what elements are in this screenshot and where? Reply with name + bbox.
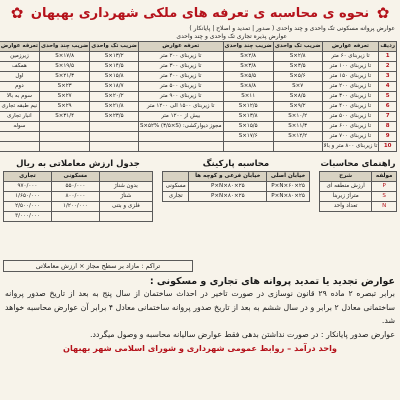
value-row — [4, 182, 153, 192]
guide-cell: N — [372, 202, 397, 212]
tariff-header-cell: تعرفه عوارض — [0, 42, 39, 52]
value-body — [4, 182, 153, 222]
tariff-cell: تا زیربنای ۷۰۰ متر — [322, 132, 379, 142]
tariff-cell — [90, 142, 139, 152]
tariff-cell: 7 — [379, 112, 397, 122]
tariff-cell: بیش از ۱۲۰۰ متر — [138, 112, 223, 122]
tariff-header-cell: ضریب تک واحدی — [273, 42, 322, 52]
parking-body — [163, 182, 310, 202]
tariff-cell: ۳/۵×S — [273, 62, 322, 72]
density-formula: تراکم : مازاد بر سطح مجاز × ارزش معاملاتی — [3, 260, 193, 272]
tariff-row — [0, 92, 397, 102]
tariff-cell: تا زیربنای ۸۰۰ متر و بالا — [322, 142, 379, 152]
tariff-cell: S×۱۰/۲ — [273, 112, 322, 122]
tariff-cell: 1 — [379, 52, 397, 62]
value-cell: ۵۵۰/۰۰۰ — [51, 182, 99, 192]
value-cell: بدون شناژ — [99, 182, 152, 192]
value-cell: فلزی و بتنی — [99, 202, 152, 212]
tariff-cell — [39, 132, 89, 142]
tariff-row — [0, 112, 397, 122]
tariff-cell: ۱۴/۵×S — [90, 62, 139, 72]
parking-cell: ۲۵×۸۰×P×N — [189, 182, 267, 192]
tariff-cell: تا زیربنای ۹۰۰ متر — [138, 92, 223, 102]
subtitle-residential: عوارض پروانه مسکونی تک واحدی و چند واحدی ( صدور | تمدید و اصلاح | پایانکار ) — [189, 25, 395, 32]
tariff-table-body — [0, 52, 397, 152]
tariff-cell: ۵/۶×S — [273, 72, 322, 82]
value-cell: ۹۷۰/۰۰۰ — [4, 182, 52, 192]
value-row — [4, 212, 153, 222]
tariff-cell: تا زیربنای ۱۵۰۰ الی ۱۲۰۰ متر — [138, 102, 223, 112]
subtitle-commercial: عوارض پذیره تجاری تک واحدی و چند واحدی — [176, 33, 287, 40]
renewal-title: عوارض تجدید یا تمدید پروانه های تجاری و مسکونی : — [149, 276, 395, 287]
lower-section — [3, 158, 397, 258]
parking-header-cell: خیابان اصلی — [267, 172, 310, 182]
tariff-cell: 4 — [379, 82, 397, 92]
tariff-cell: S×۱۲/۵ — [223, 102, 273, 112]
value-header — [4, 172, 153, 182]
guide-table — [319, 171, 397, 212]
value-cell: ۱/۲۰۰/۰۰۰ — [51, 202, 99, 212]
guide-box — [319, 158, 397, 258]
tariff-cell: S×۱۷/۶ — [223, 132, 273, 142]
parking-cell: مسکونی — [163, 182, 189, 192]
tariff-cell — [273, 142, 322, 152]
tariff-cell — [0, 132, 39, 142]
guide-header-cell: مولفه — [372, 172, 397, 182]
tariff-cell: تا زیربنای ۳۰۰ متر — [322, 92, 379, 102]
header — [3, 2, 397, 24]
page-title: نحوه ی محاسبه ی تعرفه های ملکی شهرداری بهبهان — [30, 5, 370, 21]
tariff-cell — [223, 142, 273, 152]
parking-box — [162, 158, 310, 258]
flower-ornament-icon: ✿ — [10, 4, 24, 22]
tariff-cell — [90, 132, 139, 142]
guide-header — [320, 172, 397, 182]
tariff-header-cell: تعرفه عوارض — [138, 42, 223, 52]
tariff-cell: تا زیربنای ۲۰۰ متر — [138, 52, 223, 62]
tariff-cell: تا زیربنای ۵۰۰ متر — [138, 82, 223, 92]
guide-cell: P — [372, 182, 397, 192]
tariff-cell: S×۳۱/۴ — [39, 112, 89, 122]
value-cell: ۳/۰۰۰/۰۰۰ — [4, 212, 52, 222]
tariff-cell: تا زیربنای ۴۰۰ متر — [138, 72, 223, 82]
tariff-cell: S×۲۹ — [39, 102, 89, 112]
tariff-cell: تا زیربنای ۳۰۰ متر — [138, 62, 223, 72]
tariff-cell: 2 — [379, 62, 397, 72]
tariff-cell: ۲۱/۸×S — [90, 102, 139, 112]
value-row — [4, 192, 153, 202]
parking-cell: ۲۵×۸۰×P×N — [189, 192, 267, 202]
tariff-cell: ۲۳/۵×S — [90, 112, 139, 122]
tariff-row — [0, 142, 397, 152]
tariff-cell: ۲/۸×S — [273, 52, 322, 62]
tariff-header-cell: ضریب تک واحدی — [90, 42, 139, 52]
tariff-cell: تا زیربنای ۱۰۰ متر — [322, 62, 379, 72]
parking-table — [162, 171, 310, 202]
tariff-cell: S×۷ — [273, 82, 322, 92]
tariff-row — [0, 82, 397, 92]
tariff-cell: تا زیربنای ۶۰۰ متر — [322, 122, 379, 132]
tariff-row — [0, 52, 397, 62]
parking-title: محاسبه پارکینگ — [202, 159, 270, 169]
tariff-cell: S×۹/۲ — [273, 102, 322, 112]
flower-ornament-icon: ✿ — [376, 4, 390, 22]
tariff-header-cell: ضریب چند واحدی — [39, 42, 89, 52]
tariff-cell: زیرزمین — [0, 52, 39, 62]
value-cell: ۱/۶۵۰/۰۰۰ — [4, 192, 52, 202]
tariff-cell: 8 — [379, 122, 397, 132]
tariff-cell — [138, 132, 223, 142]
tariff-cell: S×۳/۸ — [223, 62, 273, 72]
guide-cell: تعداد واحد — [320, 202, 372, 212]
tariff-cell: S×۸/۸ — [223, 82, 273, 92]
guide-body — [320, 182, 397, 212]
tariff-cell: اول — [0, 72, 39, 82]
tariff-cell — [0, 142, 39, 152]
tariff-cell: ۲/۸×S — [223, 52, 273, 62]
tariff-cell — [39, 142, 89, 152]
tariff-cell: S×۵/۵ — [223, 72, 273, 82]
guide-cell: ارزش منطقه ای — [320, 182, 372, 192]
tariff-cell: S×۸/۵ — [273, 92, 322, 102]
value-title: جدول ارزش معاملاتی به ریال — [16, 159, 140, 169]
value-cell — [51, 212, 99, 222]
guide-header-cell: شرح — [320, 172, 372, 182]
tariff-header-cell: تعرفه عوارض — [322, 42, 379, 52]
tariff-cell: تا زیربنای ۶۰ متر — [322, 52, 379, 62]
tariff-cell: همکف — [0, 62, 39, 72]
tariff-header-cell: ردیف — [379, 42, 397, 52]
parking-row — [163, 192, 310, 202]
tariff-row — [0, 102, 397, 112]
value-row — [4, 202, 153, 212]
value-header-cell: تجاری — [4, 172, 52, 182]
value-cell: ۸۰۰/۰۰۰ — [51, 192, 99, 202]
value-header-cell — [99, 172, 152, 182]
tariff-table-header — [0, 42, 397, 52]
tariff-cell: ۱۵/۸×S — [90, 72, 139, 82]
tariff-cell: 6 — [379, 102, 397, 112]
parking-header — [163, 172, 310, 182]
tariff-cell: سوله — [0, 122, 39, 132]
value-cell: شناژ — [99, 192, 152, 202]
tariff-cell: ۱۳/۲×S — [90, 52, 139, 62]
tariff-cell: تا زیربنای ۱۵۰ متر — [322, 72, 379, 82]
tariff-cell: انبار تجاری — [0, 112, 39, 122]
guide-cell: S — [372, 192, 397, 202]
tariff-cell: S×۲۱/۳ — [39, 72, 89, 82]
tariff-row — [0, 122, 397, 132]
tariff-cell: S×۱۵/۵ — [223, 122, 273, 132]
tariff-cell: مجوز دیوارکشی: S×۵۲% (۳/۵×S) — [138, 122, 223, 132]
tariff-table — [0, 41, 397, 152]
value-box — [3, 158, 153, 258]
tariff-cell: ۱۸/۷×S — [90, 82, 139, 92]
parking-cell: ۲۵×۸۰×P×N — [267, 192, 310, 202]
tariff-cell: تا زیربنای ۲۰۰ متر — [322, 82, 379, 92]
tariff-cell: S×۱۳/۸ — [223, 112, 273, 122]
tariff-cell: S×۱۹/۵ — [39, 62, 89, 72]
parking-header-cell: خیابان فرعی و کوچه ها — [189, 172, 267, 182]
parking-cell: ۲۵×۶۰×P×N — [267, 182, 310, 192]
tariff-cell: S×۲۳ — [39, 82, 89, 92]
guide-cell: متراژ زیربنا — [320, 192, 372, 202]
tariff-cell: S×۱۷/۸ — [39, 52, 89, 62]
value-cell: ۲/۵۰۰/۰۰۰ — [4, 202, 52, 212]
tariff-cell: 3 — [379, 72, 397, 82]
tariff-cell: 5 — [379, 92, 397, 102]
tariff-cell — [138, 142, 223, 152]
tariff-row — [0, 132, 397, 142]
completion-paragraph: عوارض صدور پایانکار : در صورت نداشتن بدهی فقط عوارض سالیانه محاسبه و وصول میگردد. — [90, 329, 395, 339]
footer-credit: واحد درآمد – روابط عمومی شهرداری و شورای اسلامی شهر بهبهان — [62, 343, 337, 353]
parking-cell: تجاری — [163, 192, 189, 202]
parking-header-cell — [163, 172, 189, 182]
tariff-cell: تا زیربنای ۵۰۰ متر — [322, 112, 379, 122]
tariff-cell — [90, 122, 139, 132]
value-header-cell: مسکونی — [51, 172, 99, 182]
parking-row — [163, 182, 310, 192]
tariff-cell: تا زیربنای ۴۰۰ متر — [322, 102, 379, 112]
tariff-cell: سوم به بالا — [0, 92, 39, 102]
tariff-cell — [39, 122, 89, 132]
guide-row — [320, 192, 397, 202]
guide-row — [320, 202, 397, 212]
tariff-cell: S×۱۲/۲ — [273, 132, 322, 142]
guide-title: راهنمای محاسبات — [320, 159, 396, 169]
value-table — [3, 171, 153, 222]
tariff-cell: S×۲۷ — [39, 92, 89, 102]
tariff-cell: S×۱۱ — [223, 92, 273, 102]
guide-row — [320, 182, 397, 192]
tariff-cell: ۲۰/۲×S — [90, 92, 139, 102]
tariff-row — [0, 62, 397, 72]
renewal-paragraph: برابر تبصره ۲ ماده ۲۹ قانون نوسازی در صورت تاخیر در احداث ساختمان از سال پنج به بعد از تاریخ صدور پروانه ساختمانی معادل ۲ برابر و در سال ششم به بعد از تاریخ صدور پروانه ساختمانی معادل ۴ برابر آن عوارض محاسبه خواهد شد. — [5, 289, 395, 325]
tariff-cell: دوم — [0, 82, 39, 92]
tariff-cell: 9 — [379, 132, 397, 142]
subtitle-row — [3, 24, 397, 33]
tariff-cell: نیم طبقه تجاری — [0, 102, 39, 112]
tariff-cell: 10 — [379, 142, 397, 152]
tariff-row — [0, 72, 397, 82]
tariff-header-cell: ضریب چند واحدی — [223, 42, 273, 52]
value-cell — [99, 212, 152, 222]
tariff-cell: S×۱۱/۳ — [273, 122, 322, 132]
